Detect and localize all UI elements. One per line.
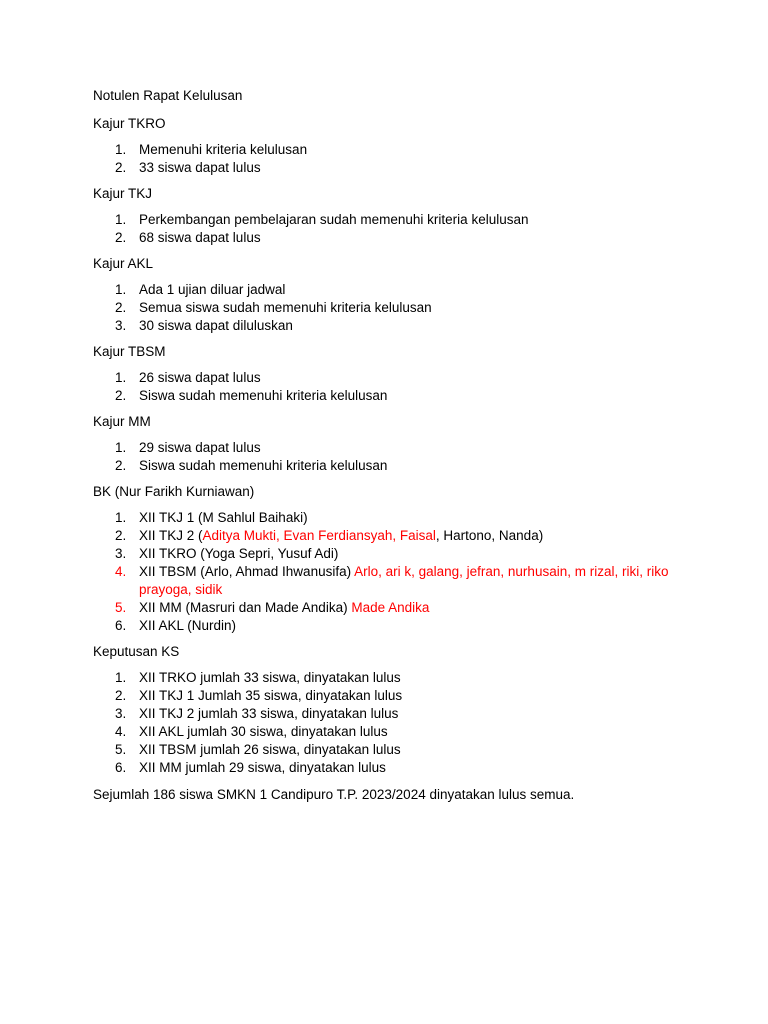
section-heading: BK (Nur Farikh Kurniawan) bbox=[93, 484, 255, 499]
list-item-text: XII AKL (Nurdin) bbox=[139, 618, 237, 633]
list-item-number: 1. bbox=[115, 212, 127, 227]
list-item bbox=[93, 299, 693, 317]
list-item bbox=[93, 617, 693, 635]
list-item-number: 2. bbox=[115, 458, 127, 473]
section-heading: Kajur AKL bbox=[93, 256, 154, 271]
list-item-number: 3. bbox=[115, 318, 127, 333]
list-item bbox=[93, 141, 693, 159]
list-item bbox=[93, 369, 693, 387]
list-item-text: Siswa sudah memenuhi kriteria kelulusan bbox=[139, 458, 388, 473]
list-item bbox=[93, 599, 693, 617]
list-item-text: 30 siswa dapat diluluskan bbox=[139, 318, 293, 333]
list-item-text: Siswa sudah memenuhi kriteria kelulusan bbox=[139, 388, 388, 403]
highlighted-text: Aditya Mukti, Evan Ferdiansyah, Faisal bbox=[202, 528, 436, 543]
list-item-text: 68 siswa dapat lulus bbox=[139, 230, 261, 245]
list-item-text: XII AKL jumlah 30 siswa, dinyatakan lulus bbox=[139, 724, 388, 739]
list-item bbox=[93, 723, 693, 741]
list-item-text: XII TBSM jumlah 26 siswa, dinyatakan lulus bbox=[139, 742, 401, 757]
list-item-text: Semua siswa sudah memenuhi kriteria kelulusan bbox=[139, 300, 432, 315]
list-item-number: 5. bbox=[115, 600, 127, 615]
list-item-number: 1. bbox=[115, 370, 127, 385]
list-item-number: 3. bbox=[115, 706, 127, 721]
list-item-text: XII MM (Masruri dan Made Andika) bbox=[139, 600, 352, 615]
list-item-number: 1. bbox=[115, 282, 127, 297]
highlighted-text: Made Andika bbox=[351, 600, 430, 615]
list-item-text: Memenuhi kriteria kelulusan bbox=[139, 142, 308, 157]
numbered-list bbox=[93, 669, 693, 777]
list-item-number: 5. bbox=[115, 742, 127, 757]
section-heading: Kajur MM bbox=[93, 414, 151, 429]
list-item-text: XII TKJ 1 (M Sahlul Baihaki) bbox=[139, 510, 308, 525]
list-item bbox=[93, 211, 693, 229]
list-item bbox=[93, 509, 693, 527]
list-item-number: 1. bbox=[115, 440, 127, 455]
list-item bbox=[93, 545, 693, 563]
list-item-number: 6. bbox=[115, 760, 127, 775]
list-item bbox=[93, 759, 693, 777]
list-item bbox=[93, 687, 693, 705]
list-item-text: XII TRKO jumlah 33 siswa, dinyatakan lulus bbox=[139, 670, 401, 685]
list-item-text: XII TKJ 2 jumlah 33 siswa, dinyatakan lulus bbox=[139, 706, 399, 721]
section-heading: Kajur TKRO bbox=[93, 116, 166, 131]
list-item-text: , Hartono, Nanda) bbox=[435, 528, 544, 543]
numbered-list bbox=[93, 439, 693, 475]
numbered-list bbox=[93, 369, 693, 405]
list-item bbox=[93, 439, 693, 457]
list-item bbox=[93, 281, 693, 299]
list-item-number: 4. bbox=[115, 564, 127, 579]
section-heading: Keputusan KS bbox=[93, 644, 180, 659]
list-item-text: 26 siswa dapat lulus bbox=[139, 370, 261, 385]
numbered-list bbox=[93, 141, 693, 177]
list-item-number: 6. bbox=[115, 618, 127, 633]
numbered-list bbox=[93, 281, 693, 335]
document-sections bbox=[93, 114, 693, 777]
list-item bbox=[93, 457, 693, 475]
list-item-number: 2. bbox=[115, 688, 127, 703]
list-item-number: 2. bbox=[115, 160, 127, 175]
list-item-text: XII TKJ 2 ( bbox=[139, 528, 203, 543]
document-page bbox=[93, 86, 693, 805]
list-item bbox=[93, 527, 693, 545]
list-item-number: 2. bbox=[115, 388, 127, 403]
list-item-number: 2. bbox=[115, 230, 127, 245]
list-item-number: 3. bbox=[115, 546, 127, 561]
list-item-text: XII TKRO (Yoga Sepri, Yusuf Adi) bbox=[139, 546, 339, 561]
list-item bbox=[93, 563, 693, 599]
section-heading: Kajur TKJ bbox=[93, 186, 153, 201]
numbered-list bbox=[93, 211, 693, 247]
list-item bbox=[93, 387, 693, 405]
list-item bbox=[93, 229, 693, 247]
section-heading: Kajur TBSM bbox=[93, 344, 166, 359]
document-title: Notulen Rapat Kelulusan bbox=[93, 88, 243, 103]
highlighted-text: Arlo, ari k, galang, jefran, nurhusain, m rizal, riki, riko prayoga, sidik bbox=[139, 564, 669, 597]
list-item-text: 29 siswa dapat lulus bbox=[139, 440, 261, 455]
list-item-text: XII TKJ 1 Jumlah 35 siswa, dinyatakan lulus bbox=[139, 688, 403, 703]
numbered-list bbox=[93, 509, 693, 635]
list-item-number: 2. bbox=[115, 528, 127, 543]
list-item-text: Ada 1 ujian diluar jadwal bbox=[139, 282, 286, 297]
list-item bbox=[93, 741, 693, 759]
list-item-number: 4. bbox=[115, 724, 127, 739]
closing-statement: Sejumlah 186 siswa SMKN 1 Candipuro T.P. 2023/2024 dinyatakan lulus semua. bbox=[93, 787, 575, 802]
list-item-number: 2. bbox=[115, 300, 127, 315]
list-item-text: Perkembangan pembelajaran sudah memenuhi kriteria kelulusan bbox=[139, 212, 529, 227]
list-item-number: 1. bbox=[115, 510, 127, 525]
list-item-text: XII MM jumlah 29 siswa, dinyatakan lulus bbox=[139, 760, 386, 775]
list-item bbox=[93, 159, 693, 177]
list-item bbox=[93, 705, 693, 723]
list-item-number: 1. bbox=[115, 670, 127, 685]
list-item-text: 33 siswa dapat lulus bbox=[139, 160, 261, 175]
list-item-number: 1. bbox=[115, 142, 127, 157]
list-item bbox=[93, 317, 693, 335]
list-item bbox=[93, 669, 693, 687]
list-item-text: XII TBSM (Arlo, Ahmad Ihwanusifa) bbox=[139, 564, 355, 579]
